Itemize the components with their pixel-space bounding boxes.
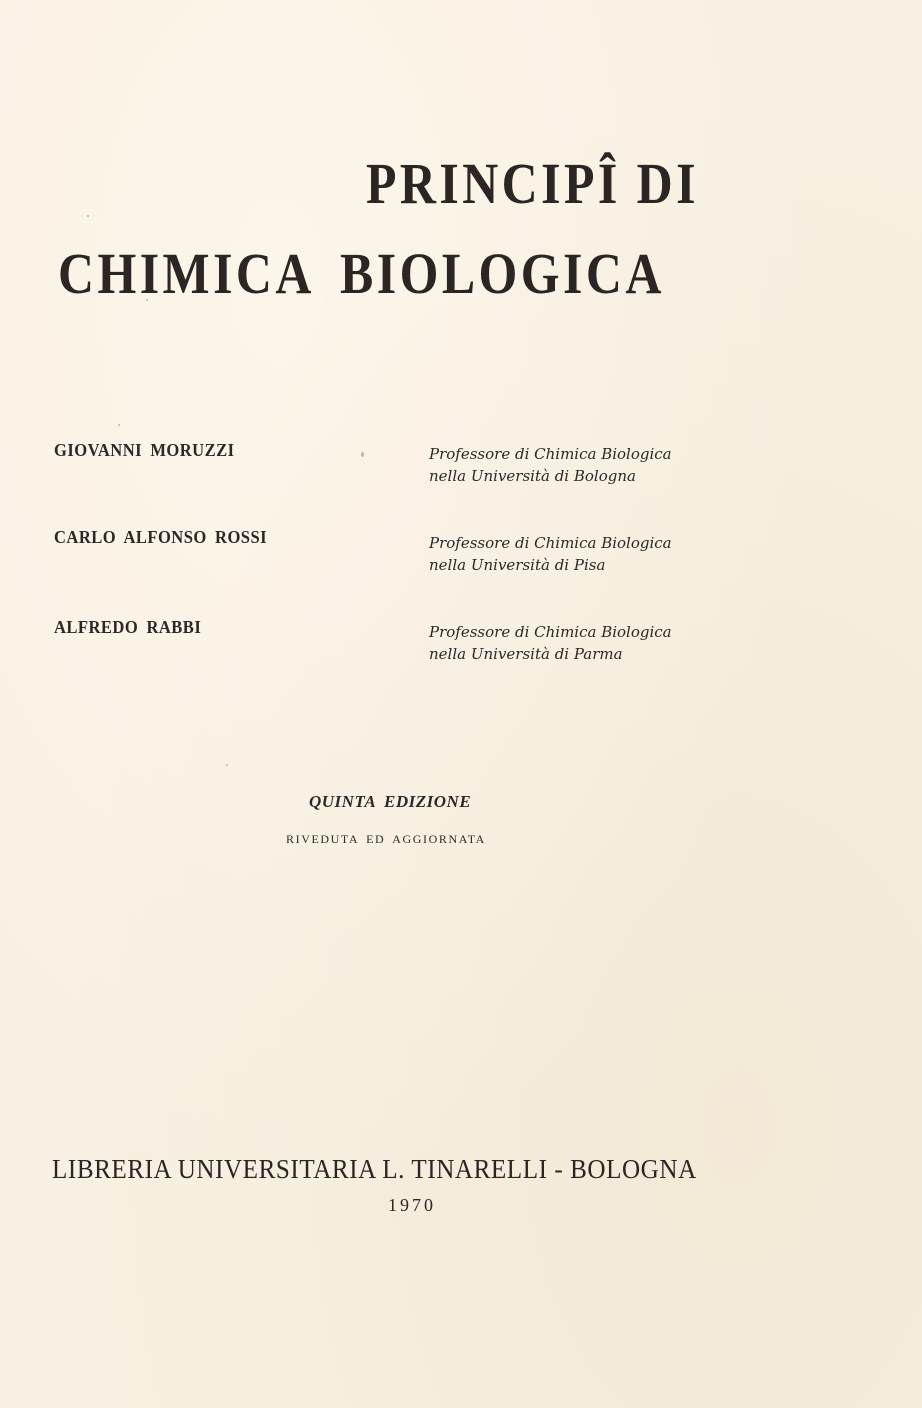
affiliation-1-line-1: Professore di Chimica Biologica bbox=[429, 445, 672, 463]
affiliation-3-line-2: nella Università di Parma bbox=[429, 645, 623, 663]
book-title-line-2: CHIMICA BIOLOGICA bbox=[58, 241, 665, 306]
edition-label: QUINTA EDIZIONE bbox=[309, 792, 472, 811]
edition-note: RIVEDUTA ED AGGIORNATA bbox=[286, 832, 486, 846]
paper-speck bbox=[146, 299, 148, 301]
author-name-2: CARLO ALFONSO ROSSI bbox=[54, 527, 268, 547]
author-name-3: ALFREDO RABBI bbox=[54, 617, 202, 637]
book-title-line-1: PRINCIPÎ DI bbox=[366, 151, 699, 216]
paper-speck bbox=[118, 424, 120, 426]
publication-year: 1970 bbox=[388, 1195, 436, 1215]
affiliation-2-line-2: nella Università di Pisa bbox=[429, 556, 606, 574]
publisher-name: LIBRERIA UNIVERSITARIA L. TINARELLI - BOLOGNA bbox=[52, 1154, 697, 1184]
paper-speck bbox=[361, 452, 364, 457]
paper-speck bbox=[226, 764, 228, 766]
author-name-1: GIOVANNI MORUZZI bbox=[54, 440, 235, 460]
affiliation-3-line-1: Professore di Chimica Biologica bbox=[429, 623, 672, 641]
author-affiliation-1 bbox=[429, 443, 672, 487]
author-affiliation-3 bbox=[429, 621, 672, 665]
paper-speck bbox=[87, 215, 89, 217]
affiliation-1-line-2: nella Università di Bologna bbox=[429, 467, 636, 485]
affiliation-2-line-1: Professore di Chimica Biologica bbox=[429, 534, 672, 552]
author-affiliation-2 bbox=[429, 532, 672, 576]
